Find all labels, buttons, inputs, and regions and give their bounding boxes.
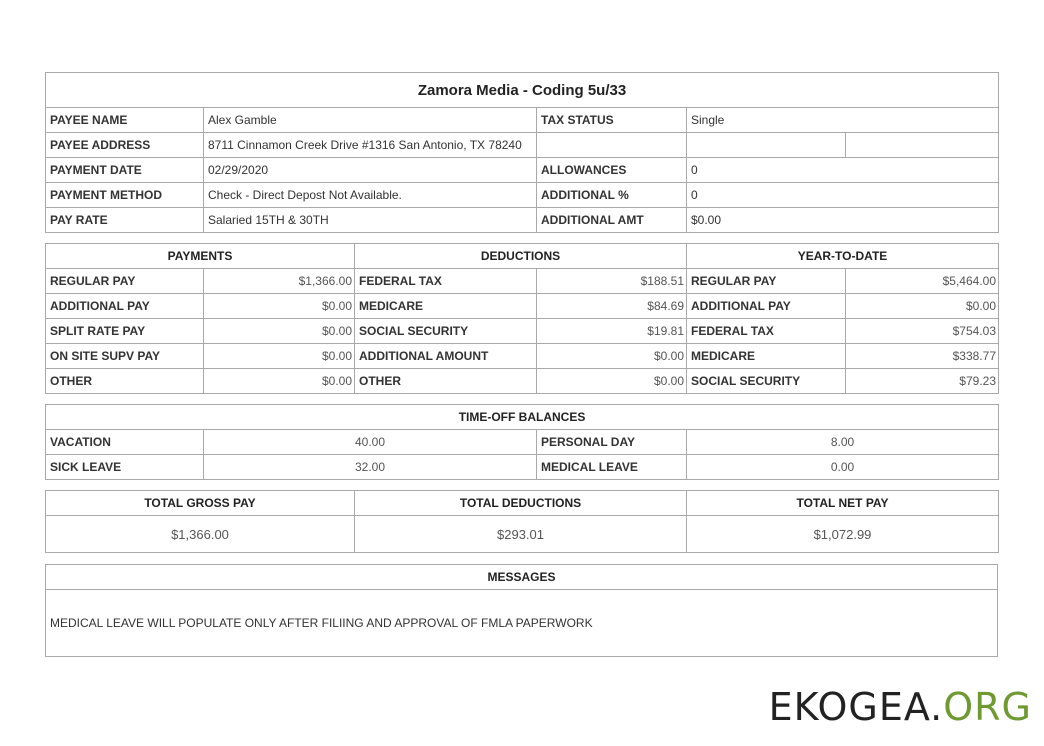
empty-cell — [537, 133, 687, 158]
table-row — [46, 319, 999, 344]
tax-status-label: TAX STATUS — [537, 108, 687, 133]
empty-cell — [687, 133, 846, 158]
vacation-label: VACATION — [46, 430, 204, 455]
additional-amt-value: $0.00 — [687, 208, 999, 233]
earnings-table — [45, 243, 999, 394]
time-off-header: TIME-OFF BALANCES — [46, 405, 999, 430]
ytd-label: MEDICARE — [687, 344, 846, 369]
deduction-label: SOCIAL SECURITY — [355, 319, 537, 344]
deduction-label: FEDERAL TAX — [355, 269, 537, 294]
payee-name-value: Alex Gamble — [204, 108, 537, 133]
payment-value: $1,366.00 — [204, 269, 355, 294]
messages-header: MESSAGES — [46, 565, 998, 590]
payee-address-label: PAYEE ADDRESS — [46, 133, 204, 158]
table-row — [46, 344, 999, 369]
payment-value: $0.00 — [204, 344, 355, 369]
sick-leave-value: 32.00 — [204, 455, 537, 480]
total-deductions-value: $293.01 — [355, 516, 687, 553]
deductions-header: DEDUCTIONS — [355, 244, 687, 269]
payment-value: $0.00 — [204, 369, 355, 394]
ytd-value: $338.77 — [846, 344, 999, 369]
ytd-value: $0.00 — [846, 294, 999, 319]
payment-date-value: 02/29/2020 — [204, 158, 537, 183]
total-net-label: TOTAL NET PAY — [687, 491, 999, 516]
logo-text-accent: ORG — [943, 685, 1032, 729]
additional-pct-label: ADDITIONAL % — [537, 183, 687, 208]
ytd-label: SOCIAL SECURITY — [687, 369, 846, 394]
table-row — [46, 294, 999, 319]
payment-label: ADDITIONAL PAY — [46, 294, 204, 319]
deduction-value: $0.00 — [537, 369, 687, 394]
time-off-table — [45, 404, 999, 480]
ytd-value: $5,464.00 — [846, 269, 999, 294]
ytd-value: $754.03 — [846, 319, 999, 344]
ytd-value: $79.23 — [846, 369, 999, 394]
tax-status-value: Single — [687, 108, 999, 133]
table-row — [46, 369, 999, 394]
deduction-label: OTHER — [355, 369, 537, 394]
medical-leave-label: MEDICAL LEAVE — [537, 455, 687, 480]
payment-value: $0.00 — [204, 294, 355, 319]
deduction-value: $19.81 — [537, 319, 687, 344]
payee-address-value: 8711 Cinnamon Creek Drive #1316 San Antonio, TX 78240 — [204, 133, 537, 158]
payment-value: $0.00 — [204, 319, 355, 344]
total-gross-value: $1,366.00 — [46, 516, 355, 553]
medical-leave-value: 0.00 — [687, 455, 999, 480]
payment-label: SPLIT RATE PAY — [46, 319, 204, 344]
total-gross-label: TOTAL GROSS PAY — [46, 491, 355, 516]
deduction-value: $188.51 — [537, 269, 687, 294]
deduction-label: ADDITIONAL AMOUNT — [355, 344, 537, 369]
payment-date-label: PAYMENT DATE — [46, 158, 204, 183]
totals-table — [45, 490, 999, 553]
payment-label: REGULAR PAY — [46, 269, 204, 294]
ytd-label: ADDITIONAL PAY — [687, 294, 846, 319]
table-row — [46, 269, 999, 294]
payment-method-label: PAYMENT METHOD — [46, 183, 204, 208]
payee-info-table — [45, 72, 999, 233]
ytd-header: YEAR-TO-DATE — [687, 244, 999, 269]
payments-header: PAYMENTS — [46, 244, 355, 269]
allowances-value: 0 — [687, 158, 999, 183]
additional-amt-label: ADDITIONAL AMT — [537, 208, 687, 233]
personal-day-label: PERSONAL DAY — [537, 430, 687, 455]
pay-rate-label: PAY RATE — [46, 208, 204, 233]
watermark-logo — [768, 685, 1032, 729]
message-text: MEDICAL LEAVE WILL POPULATE ONLY AFTER FILIING AND APPROVAL OF FMLA PAPERWORK — [46, 590, 998, 657]
payee-name-label: PAYEE NAME — [46, 108, 204, 133]
deduction-value: $0.00 — [537, 344, 687, 369]
allowances-label: ALLOWANCES — [537, 158, 687, 183]
pay-rate-value: Salaried 15TH & 30TH — [204, 208, 537, 233]
additional-pct-value: 0 — [687, 183, 999, 208]
logo-text-main: EKOGEA. — [768, 685, 944, 729]
personal-day-value: 8.00 — [687, 430, 999, 455]
total-net-value: $1,072.99 — [687, 516, 999, 553]
document-title: Zamora Media - Coding 5u/33 — [46, 73, 999, 108]
empty-cell — [846, 133, 999, 158]
ytd-label: FEDERAL TAX — [687, 319, 846, 344]
deduction-value: $84.69 — [537, 294, 687, 319]
payment-label: ON SITE SUPV PAY — [46, 344, 204, 369]
ytd-label: REGULAR PAY — [687, 269, 846, 294]
messages-table — [45, 564, 998, 657]
payment-method-value: Check - Direct Depost Not Available. — [204, 183, 537, 208]
deduction-label: MEDICARE — [355, 294, 537, 319]
vacation-value: 40.00 — [204, 430, 537, 455]
total-deductions-label: TOTAL DEDUCTIONS — [355, 491, 687, 516]
sick-leave-label: SICK LEAVE — [46, 455, 204, 480]
payment-label: OTHER — [46, 369, 204, 394]
